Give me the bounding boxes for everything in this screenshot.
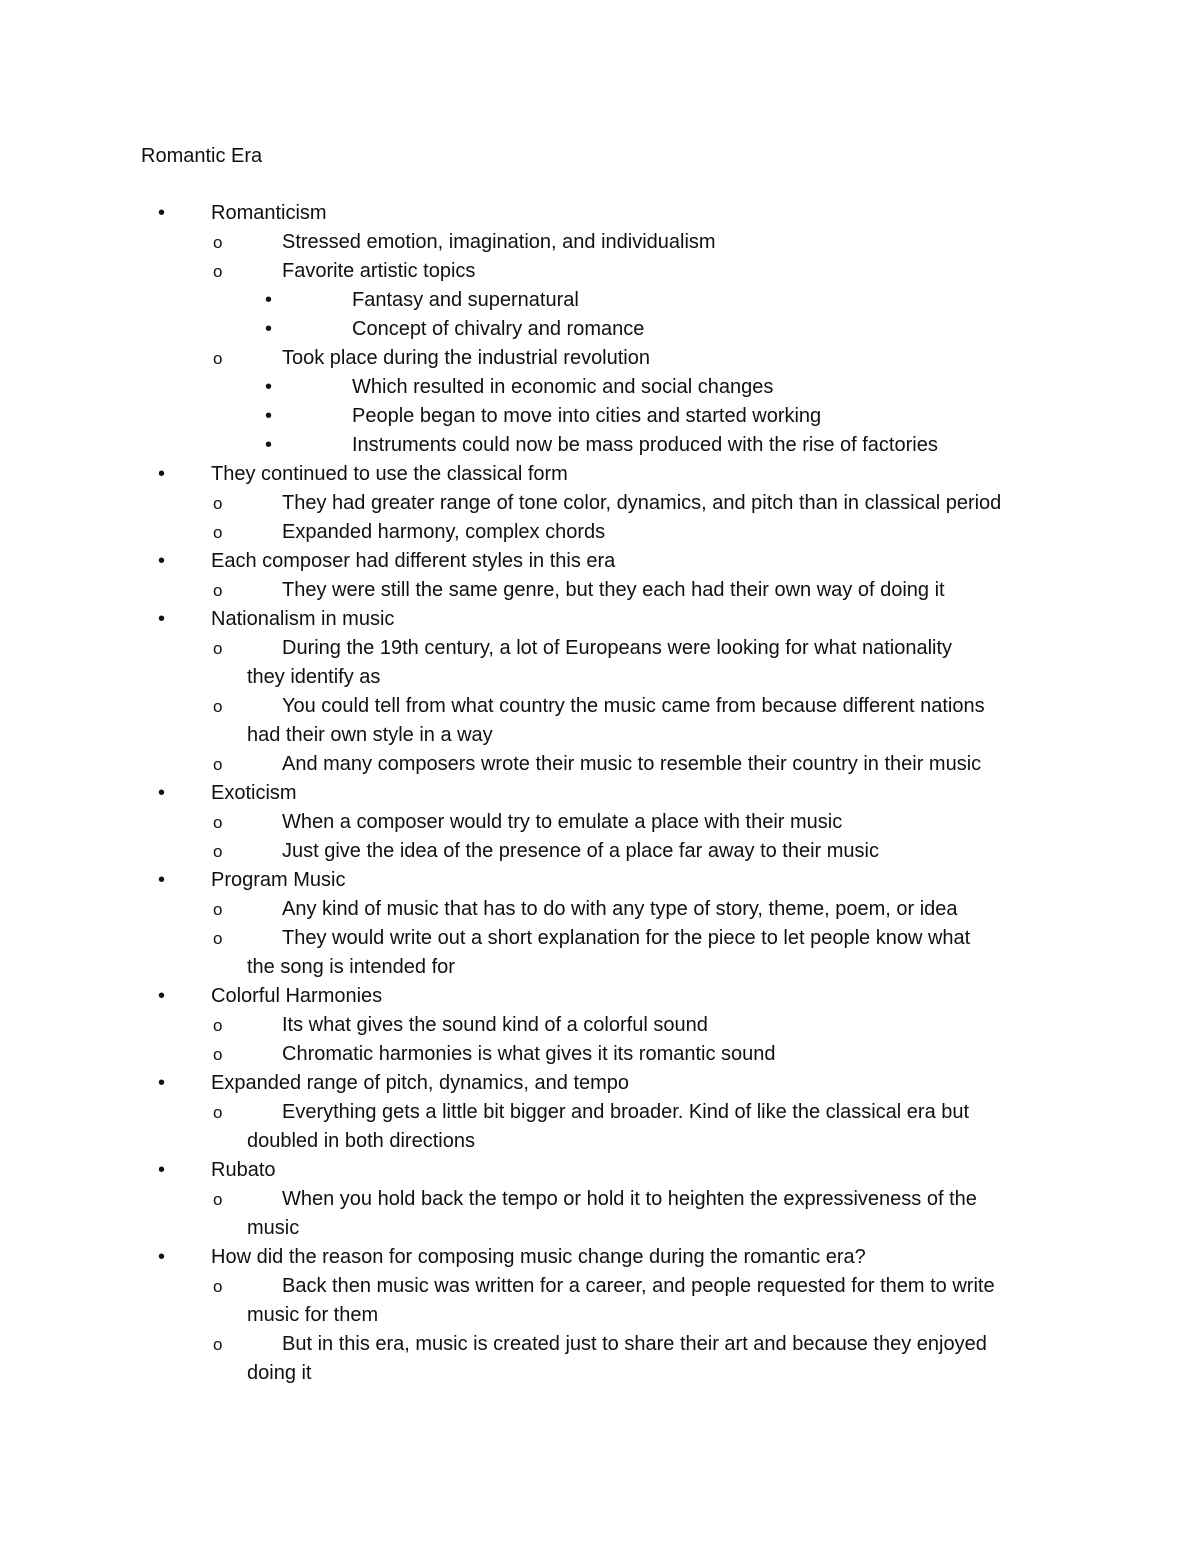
- list-item-text: Its what gives the sound kind of a colorful sound: [282, 1014, 708, 1036]
- list-item-text: Stressed emotion, imagination, and individualism: [282, 231, 716, 253]
- list-item-text: And many composers wrote their music to resemble their country in their music: [282, 753, 982, 775]
- bullet-icon: •: [158, 463, 166, 485]
- list-item: [0, 634, 1200, 663]
- list-item-continuation: doing it: [247, 1362, 312, 1384]
- list-item-text: Program Music: [211, 869, 346, 891]
- hollow-bullet-icon: o: [213, 813, 223, 832]
- list-item-continuation: music: [247, 1217, 300, 1239]
- list-item: [0, 402, 1200, 431]
- list-item-text: When you hold back the tempo or hold it to heighten the expressiveness of the: [282, 1188, 977, 1210]
- bullet-icon: •: [265, 405, 273, 427]
- list-item: [0, 895, 1200, 924]
- list-item-text: Which resulted in economic and social changes: [352, 376, 774, 398]
- list-item-text: They continued to use the classical form: [211, 463, 568, 485]
- list-item: [0, 460, 1200, 489]
- bullet-icon: •: [158, 1246, 166, 1268]
- list-item: [0, 373, 1200, 402]
- list-item: [0, 1069, 1200, 1098]
- list-item: [0, 518, 1200, 547]
- list-item: [0, 257, 1200, 286]
- hollow-bullet-icon: o: [213, 1190, 223, 1209]
- list-item: [0, 924, 1200, 953]
- list-item-text: Everything gets a little bit bigger and broader. Kind of like the classical era but: [282, 1101, 970, 1123]
- bullet-icon: •: [158, 782, 166, 804]
- bullet-icon: •: [158, 869, 166, 891]
- list-item: [0, 692, 1200, 721]
- bullet-icon: •: [158, 1159, 166, 1181]
- list-item: [0, 547, 1200, 576]
- list-item: [0, 286, 1200, 315]
- list-item-text: Took place during the industrial revolution: [282, 347, 650, 369]
- list-item: [0, 431, 1200, 460]
- list-item: [0, 344, 1200, 373]
- list-item-text: Each composer had different styles in this era: [211, 550, 616, 572]
- list-item-continuation: had their own style in a way: [247, 724, 493, 746]
- list-item-continuation: doubled in both directions: [247, 1130, 475, 1152]
- list-item-text: Back then music was written for a career, and people requested for them to write: [282, 1275, 995, 1297]
- list-item-text: You could tell from what country the music came from because different nations: [282, 695, 985, 717]
- list-item: [0, 315, 1200, 344]
- list-item: [0, 1243, 1200, 1272]
- hollow-bullet-icon: o: [213, 842, 223, 861]
- list-item: [0, 1330, 1200, 1359]
- list-item: [0, 837, 1200, 866]
- list-item-text: They would write out a short explanation for the piece to let people know what: [282, 927, 971, 949]
- hollow-bullet-icon: o: [213, 233, 223, 252]
- bullet-icon: •: [158, 550, 166, 572]
- hollow-bullet-icon: o: [213, 697, 223, 716]
- list-item-text: Instruments could now be mass produced with the rise of factories: [352, 434, 938, 456]
- hollow-bullet-icon: o: [213, 494, 223, 513]
- list-item-text: Exoticism: [211, 782, 297, 804]
- list-item: [0, 1011, 1200, 1040]
- hollow-bullet-icon: o: [213, 1016, 223, 1035]
- hollow-bullet-icon: o: [213, 1277, 223, 1296]
- list-item-text: Expanded range of pitch, dynamics, and tempo: [211, 1072, 630, 1094]
- hollow-bullet-icon: o: [213, 581, 223, 600]
- bullet-icon: •: [158, 202, 166, 224]
- hollow-bullet-icon: o: [213, 755, 223, 774]
- list-item: [0, 1040, 1200, 1069]
- hollow-bullet-icon: o: [213, 349, 223, 368]
- hollow-bullet-icon: o: [213, 262, 223, 281]
- list-item-continuation: the song is intended for: [247, 956, 455, 978]
- bullet-icon: •: [265, 376, 273, 398]
- list-item-text: Just give the idea of the presence of a place far away to their music: [282, 840, 879, 862]
- bullet-icon: •: [265, 289, 273, 311]
- list-item-text: Romanticism: [211, 202, 327, 224]
- list-item-text: Nationalism in music: [211, 608, 395, 630]
- hollow-bullet-icon: o: [213, 1045, 223, 1064]
- hollow-bullet-icon: o: [213, 929, 223, 948]
- list-item-text: They had greater range of tone color, dynamics, and pitch than in classical period: [282, 492, 1002, 514]
- list-item: [0, 489, 1200, 518]
- list-item-text: During the 19th century, a lot of Europeans were looking for what nationality: [282, 637, 953, 659]
- list-item-text: Expanded harmony, complex chords: [282, 521, 606, 543]
- bullet-icon: •: [158, 1072, 166, 1094]
- list-item-text: Chromatic harmonies is what gives it its romantic sound: [282, 1043, 776, 1065]
- list-item-text: They were still the same genre, but they each had their own way of doing it: [282, 579, 945, 601]
- list-item-text: People began to move into cities and started working: [352, 405, 822, 427]
- list-item-continuation: music for them: [247, 1304, 379, 1326]
- list-item: [0, 576, 1200, 605]
- list-item-text: Favorite artistic topics: [282, 260, 476, 282]
- list-item: [0, 605, 1200, 634]
- hollow-bullet-icon: o: [213, 639, 223, 658]
- list-item: [0, 982, 1200, 1011]
- bullet-icon: •: [158, 608, 166, 630]
- hollow-bullet-icon: o: [213, 523, 223, 542]
- list-item: [0, 1156, 1200, 1185]
- list-item: [0, 1272, 1200, 1301]
- hollow-bullet-icon: o: [213, 900, 223, 919]
- list-item-text: Rubato: [211, 1159, 276, 1181]
- list-item: [0, 199, 1200, 228]
- list-item-text: When a composer would try to emulate a place with their music: [282, 811, 843, 833]
- page-title: Romantic Era: [141, 145, 263, 167]
- bullet-icon: •: [265, 318, 273, 340]
- list-item-text: How did the reason for composing music change during the romantic era?: [211, 1246, 866, 1268]
- list-item-continuation: they identify as: [247, 666, 381, 688]
- hollow-bullet-icon: o: [213, 1103, 223, 1122]
- list-item: [0, 750, 1200, 779]
- list-item-text: Any kind of music that has to do with any type of story, theme, poem, or idea: [282, 898, 958, 920]
- list-item-text: Fantasy and supernatural: [352, 289, 579, 311]
- list-item: [0, 1098, 1200, 1127]
- list-item: [0, 808, 1200, 837]
- list-item-text: But in this era, music is created just to share their art and because they enjoyed: [282, 1333, 987, 1355]
- list-item: [0, 1185, 1200, 1214]
- list-item-text: Colorful Harmonies: [211, 985, 383, 1007]
- list-item: [0, 779, 1200, 808]
- list-item-text: Concept of chivalry and romance: [352, 318, 645, 340]
- hollow-bullet-icon: o: [213, 1335, 223, 1354]
- list-item: [0, 866, 1200, 895]
- bullet-icon: •: [158, 985, 166, 1007]
- list-item: [0, 228, 1200, 257]
- bullet-icon: •: [265, 434, 273, 456]
